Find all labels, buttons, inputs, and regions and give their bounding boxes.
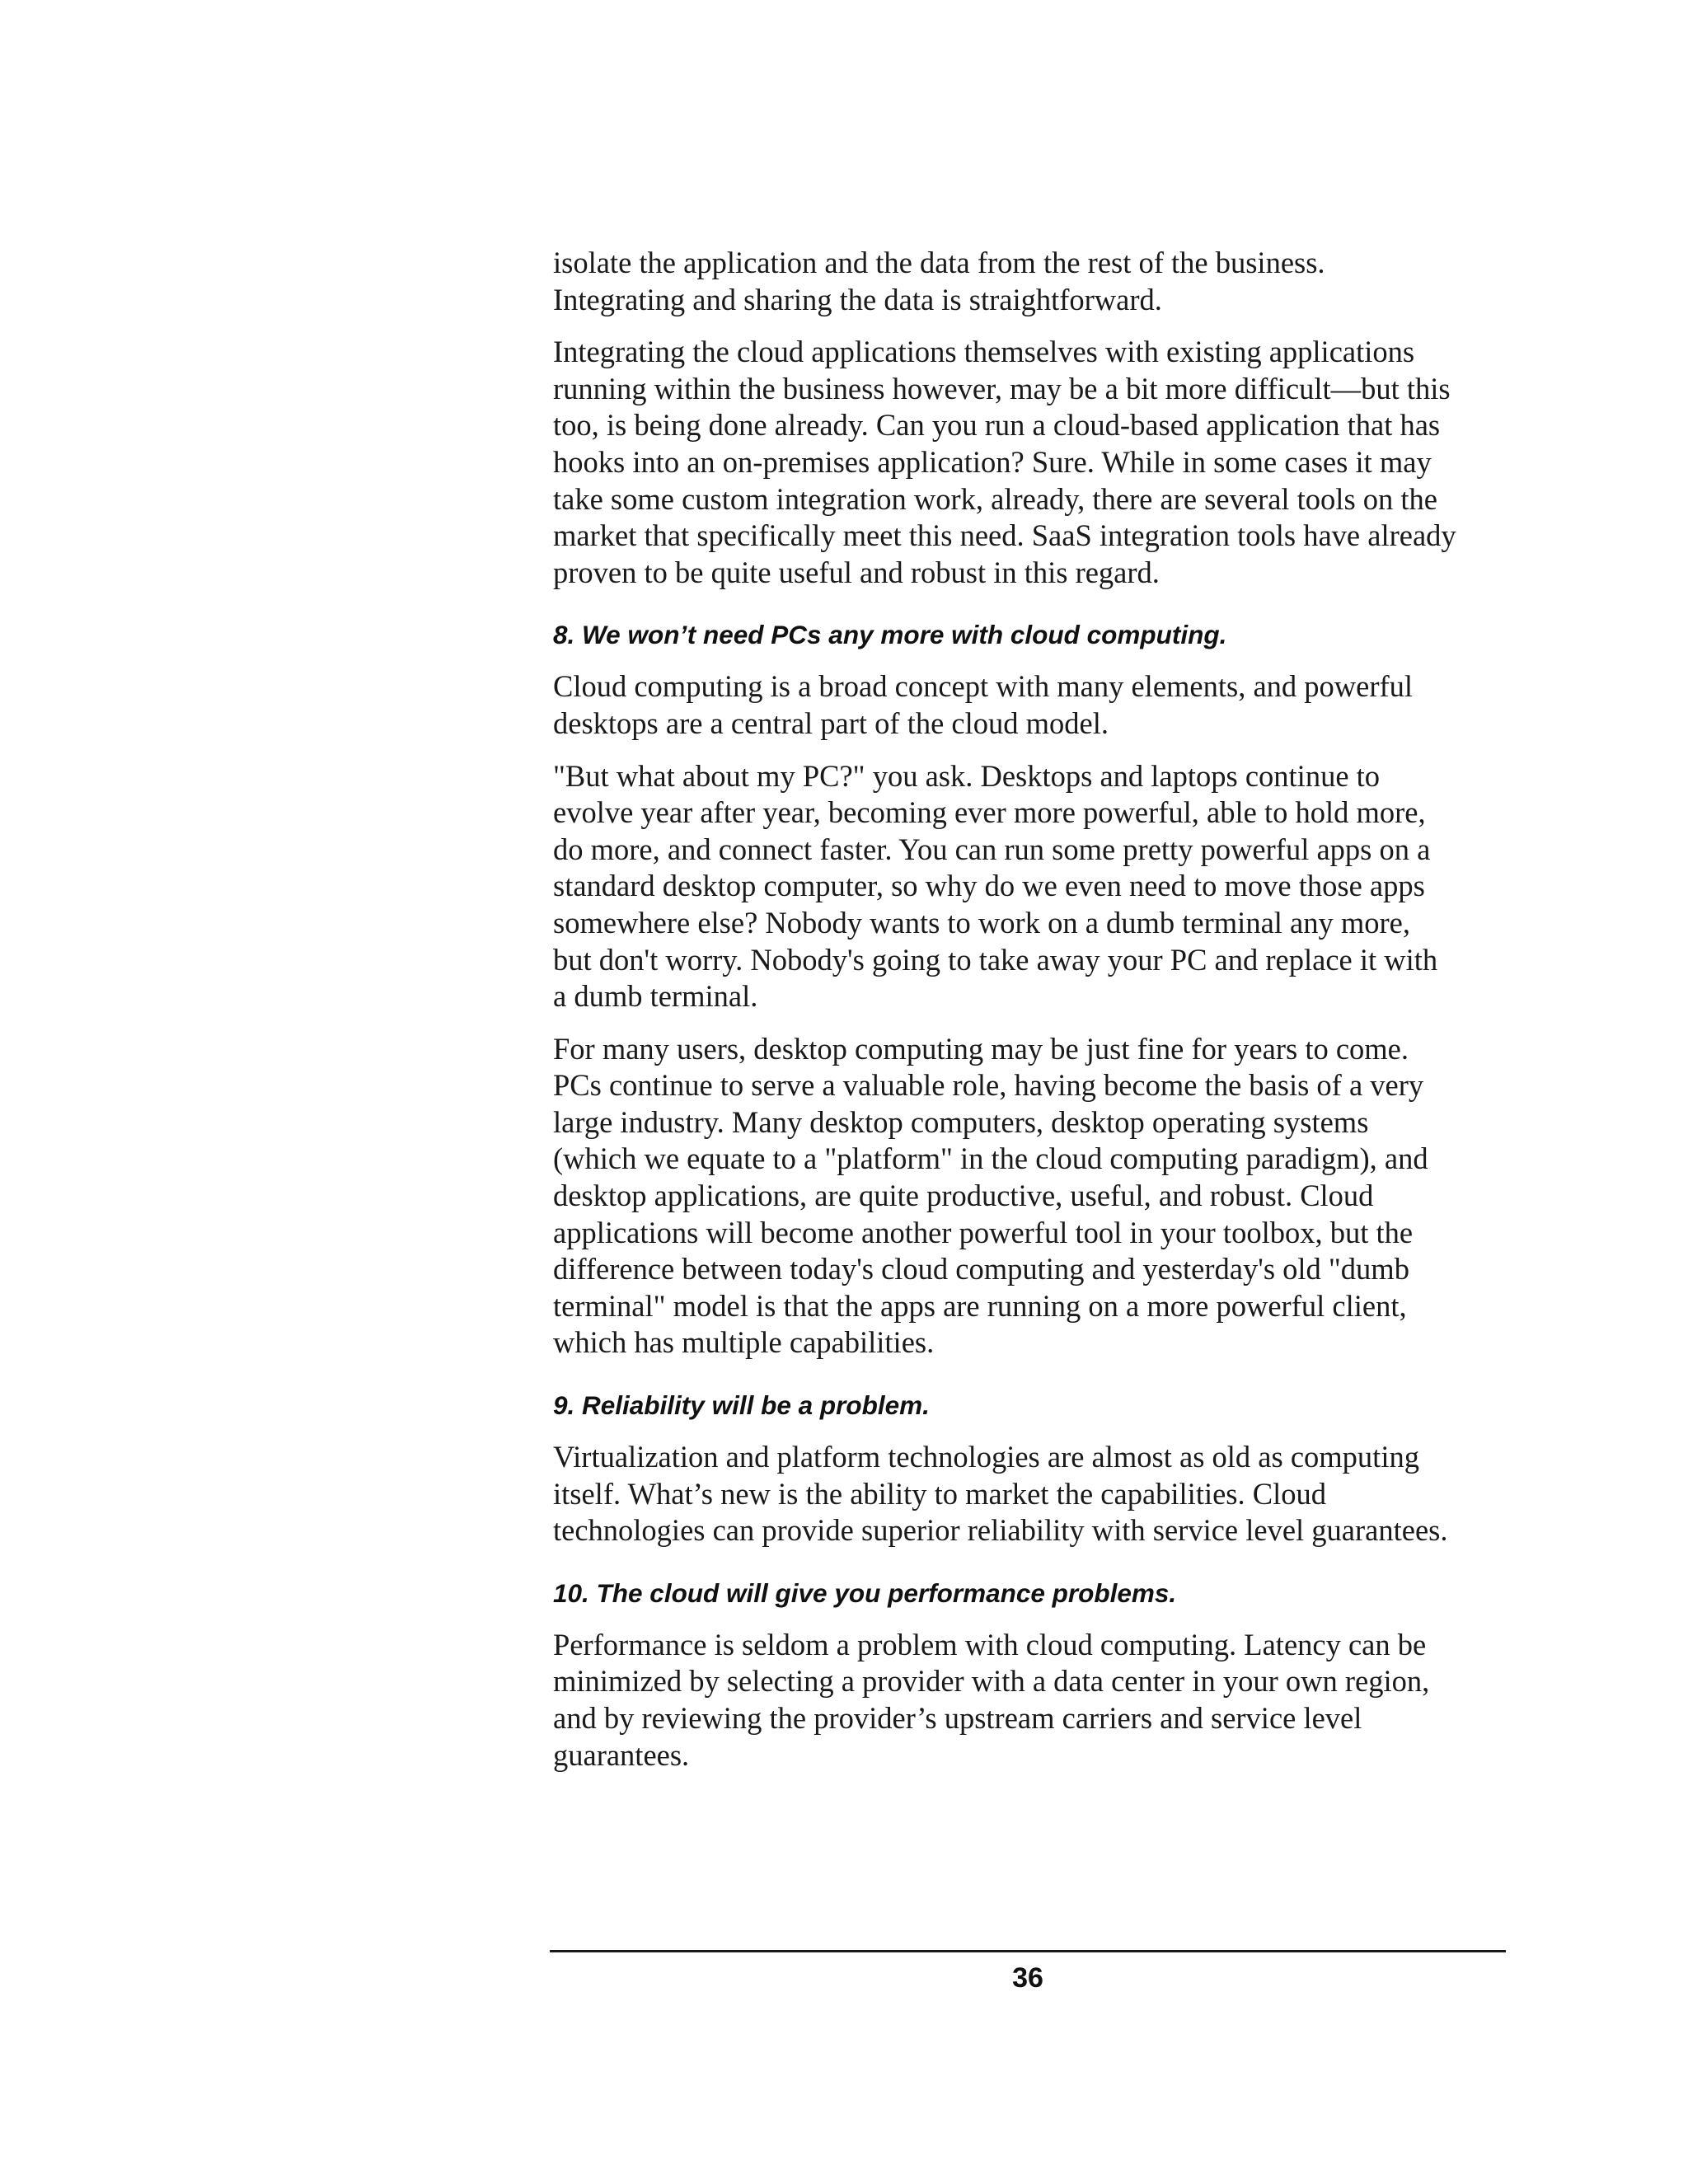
body-paragraph: Integrating the cloud applications themselves with existing applications running within the business however, may be a bit more difficult—but this too, is being done already. Can you run a cloud-based application that has hooks into an on-premises application? Sure. While in some cases it may take some custom integration work, already, there are several tools on the market that specifically meet this need. SaaS integration tools have already proven to be quite useful and robust in this regard. (553, 335, 1456, 589)
section-heading-8: 8. We won’t need PCs any more with cloud computing. (553, 620, 1227, 650)
footer-divider (550, 1950, 1506, 1952)
body-paragraph: Cloud computing is a broad concept with many elements, and powerful desktops are a central part of the cloud model. (553, 669, 1414, 740)
page-body (553, 245, 1517, 1789)
body-paragraph: isolate the application and the data from the rest of the business. Integrating and sharing the data is straightforward. (553, 246, 1325, 316)
section-heading-9: 9. Reliability will be a problem. (553, 1390, 930, 1421)
body-paragraph: For many users, desktop computing may be just fine for years to come. PCs continue to serve a valuable role, having become the basis of a very large industry. Many desktop computers, desktop operating systems (which we equate to a "platform" in the cloud computing paradigm), and desktop applications, are quite productive, useful, and robust. Cloud applications will become another powerful tool in your toolbox, but the difference between today's cloud computing and yesterday's old "dumb terminal" model is that the apps are running on a more powerful client, which has multiple capabilities. (553, 1031, 1428, 1360)
body-paragraph: Performance is seldom a problem with cloud computing. Latency can be minimized by selecting a provider with a data center in your own region, and by reviewing the provider’s upstream carriers and service level guarantees. (553, 1627, 1430, 1772)
body-paragraph: Virtualization and platform technologies are almost as old as computing itself. What’s new is the ability to market the capabilities. Cloud technologies can provide superior reliability with service level guarantees. (553, 1440, 1448, 1548)
section-heading-10: 10. The cloud will give you performance problems. (553, 1577, 1177, 1608)
body-paragraph: "But what about my PC?" you ask. Desktops and laptops continue to evolve year after year, becoming ever more powerful, able to hold more, do more, and connect faster. You can run some pretty powerful apps on a standard desktop computer, so why do we even need to move those apps somewhere else? Nobody wants to work on a dumb terminal any more, but don't worry. Nobody's going to take away your PC and replace it with a dumb terminal. (553, 758, 1438, 1014)
page-number: 36 (1012, 1962, 1043, 1994)
